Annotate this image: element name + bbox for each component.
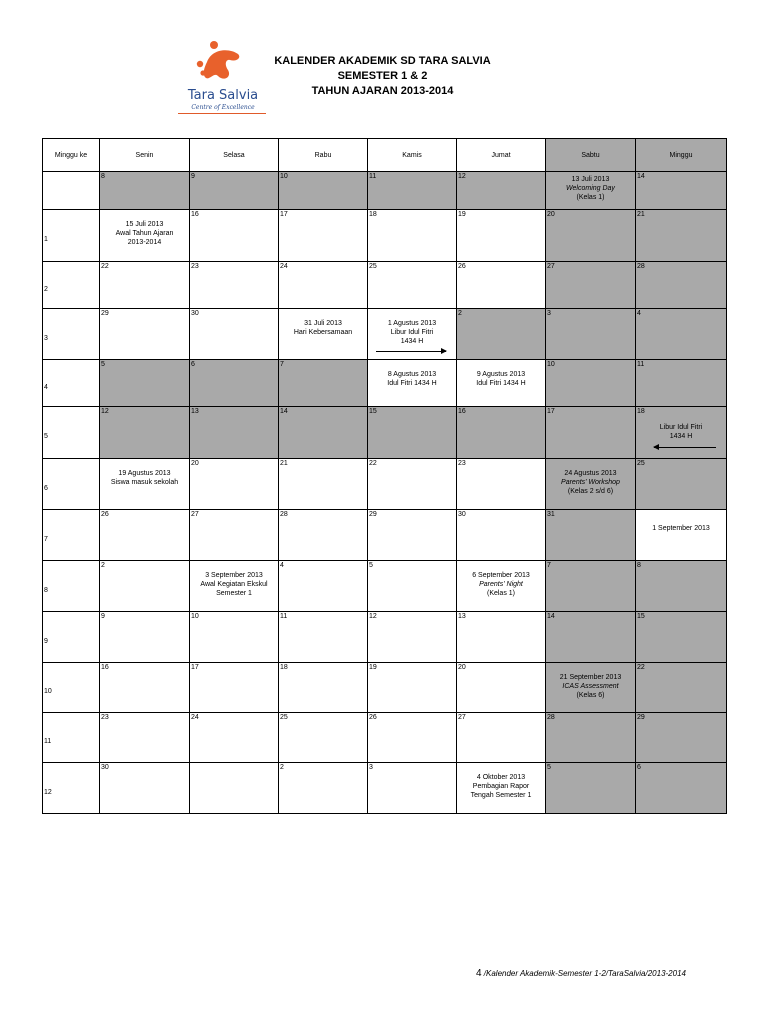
page-number: 4 (476, 968, 482, 979)
day-cell (190, 360, 279, 407)
day-number: 8 (101, 173, 105, 180)
calendar-week-row (43, 210, 727, 262)
week-number: 1 (44, 236, 48, 243)
day-number: 28 (637, 263, 645, 270)
day-number: 22 (369, 460, 377, 467)
day-number: 23 (458, 460, 466, 467)
calendar-event (548, 673, 633, 700)
event-text: 9 Agustus 2013 (476, 371, 526, 378)
day-number: 20 (191, 460, 199, 467)
day-cell (636, 210, 727, 262)
day-number: 24 (191, 714, 199, 721)
event-text: (Kelas 1) (486, 590, 515, 597)
day-cell (636, 510, 727, 561)
day-cell (457, 407, 546, 459)
day-number: 28 (547, 714, 555, 721)
calendar-week-row (43, 360, 727, 407)
day-number: 5 (101, 361, 105, 368)
day-cell (368, 360, 457, 407)
day-cell (190, 713, 279, 763)
day-cell (368, 407, 457, 459)
week-number-cell (43, 663, 100, 713)
arrow-right-icon (376, 351, 446, 352)
day-cell (546, 262, 636, 309)
day-cell (279, 713, 368, 763)
day-number: 21 (280, 460, 288, 467)
day-cell (457, 612, 546, 663)
event-text: Libur Idul Fitri (659, 424, 703, 431)
day-cell (190, 663, 279, 713)
day-cell (368, 309, 457, 360)
day-number: 30 (191, 310, 199, 317)
day-number: 22 (101, 263, 109, 270)
day-cell (279, 561, 368, 612)
day-number: 15 (637, 613, 645, 620)
calendar-event (638, 524, 724, 533)
day-cell (190, 309, 279, 360)
title-line-1: KALENDER AKADEMIK SD TARA SALVIA (274, 55, 491, 67)
week-number: 4 (44, 383, 48, 391)
day-number: 14 (637, 173, 645, 180)
calendar-event (548, 469, 633, 496)
header-sunday: Minggu (636, 139, 727, 172)
day-cell (100, 510, 190, 561)
day-number: 12 (369, 613, 377, 620)
day-number: 11 (637, 361, 645, 368)
day-number: 3 (369, 764, 373, 771)
event-text: Semester 1 (216, 590, 252, 597)
week-number: 5 (44, 433, 48, 440)
day-cell (279, 407, 368, 459)
day-cell (546, 612, 636, 663)
event-text: 8 Agustus 2013 (387, 371, 437, 378)
day-cell (100, 262, 190, 309)
logo-tagline: Centre of Excellence (191, 104, 255, 111)
day-cell (279, 172, 368, 210)
day-number: 26 (101, 511, 109, 518)
event-text: Siswa masuk sekolah (110, 479, 179, 486)
day-number: 13 (191, 408, 199, 415)
week-number: 6 (44, 484, 48, 492)
calendar-event (192, 571, 276, 598)
calendar-event (370, 319, 454, 346)
day-cell (368, 663, 457, 713)
header-thursday: Kamis (368, 139, 457, 172)
week-number: 12 (44, 788, 52, 796)
day-number: 16 (191, 211, 199, 218)
event-text: (Kelas 2 s/d 6) (567, 488, 614, 495)
header-row (43, 139, 727, 172)
day-cell (546, 763, 636, 814)
calendar-week-row (43, 612, 727, 663)
day-number: 6 (637, 764, 641, 771)
day-cell (368, 210, 457, 262)
event-text: 15 Juli 2013 (125, 221, 164, 228)
day-number: 23 (101, 714, 109, 721)
calendar-event (459, 571, 543, 598)
event-text: 24 Agustus 2013 (564, 470, 617, 477)
event-text: Idul Fitri 1434 H (476, 380, 526, 387)
day-number: 17 (280, 211, 288, 218)
document-title (250, 54, 515, 99)
day-cell (279, 763, 368, 814)
day-number: 26 (369, 714, 377, 721)
day-number: 27 (458, 714, 466, 721)
day-number: 19 (458, 211, 466, 218)
week-number-cell (43, 459, 100, 510)
event-text: Welcoming Day (566, 185, 615, 192)
day-number: 21 (637, 211, 645, 218)
day-number: 25 (280, 714, 288, 721)
day-cell (457, 561, 546, 612)
day-number: 24 (280, 263, 288, 270)
day-cell (279, 459, 368, 510)
week-number-cell (43, 612, 100, 663)
event-text: (Kelas 6) (576, 692, 605, 699)
day-number: 4 (280, 562, 284, 569)
day-cell (457, 309, 546, 360)
day-number: 10 (191, 613, 199, 620)
day-number: 14 (547, 613, 555, 620)
day-cell (546, 561, 636, 612)
header-tuesday: Selasa (190, 139, 279, 172)
event-text: Tengah Semester 1 (470, 792, 532, 799)
week-number: 11 (44, 738, 52, 745)
day-number: 9 (191, 173, 195, 180)
event-text: Idul Fitri 1434 H (387, 380, 437, 387)
day-number: 29 (101, 310, 109, 317)
day-number: 17 (547, 408, 555, 415)
week-number-cell (43, 561, 100, 612)
day-cell (368, 763, 457, 814)
day-cell (636, 763, 727, 814)
event-text: Awal Kegiatan Ekskul (200, 581, 268, 588)
day-number: 15 (369, 408, 377, 415)
week-number-cell (43, 510, 100, 561)
calendar-week-row (43, 763, 727, 814)
day-cell (546, 510, 636, 561)
day-cell (100, 459, 190, 510)
day-number: 17 (191, 664, 199, 671)
calendar-event (638, 423, 724, 441)
event-text: 4 Oktober 2013 (476, 774, 526, 781)
day-cell (190, 510, 279, 561)
day-number: 11 (369, 173, 377, 180)
day-cell (457, 210, 546, 262)
day-cell (100, 210, 190, 262)
header-week: Minggu ke (43, 139, 100, 172)
week-number-cell (43, 360, 100, 407)
day-cell (190, 210, 279, 262)
day-cell (190, 763, 279, 814)
day-cell (190, 459, 279, 510)
event-text: ICAS Assessment (562, 683, 619, 690)
event-text: 13 Juli 2013 (571, 176, 610, 183)
title-line-3: TAHUN AJARAN 2013-2014 (311, 85, 454, 97)
day-cell (100, 407, 190, 459)
day-cell (457, 763, 546, 814)
day-number: 25 (369, 263, 377, 270)
day-cell (190, 612, 279, 663)
calendar-week-row (43, 663, 727, 713)
header-monday: Senin (100, 139, 190, 172)
week-number: 8 (44, 586, 48, 594)
day-number: 22 (637, 664, 645, 671)
week-number-cell (43, 713, 100, 763)
event-text: 1 September 2013 (652, 525, 710, 532)
event-text: Parents' Workshop (561, 479, 620, 486)
day-cell (190, 262, 279, 309)
day-cell (636, 360, 727, 407)
day-number: 13 (458, 613, 466, 620)
week-number-cell (43, 172, 100, 210)
day-cell (636, 309, 727, 360)
day-cell (279, 309, 368, 360)
calendar-event (548, 175, 633, 202)
calendar-week-row (43, 262, 727, 309)
day-number: 30 (458, 511, 466, 518)
week-number-cell (43, 407, 100, 459)
calendar-week-row (43, 459, 727, 510)
day-number: 2 (458, 310, 462, 317)
day-number: 26 (458, 263, 466, 270)
day-number: 10 (280, 173, 288, 180)
day-number: 20 (547, 211, 555, 218)
calendar-week-row (43, 309, 727, 360)
day-number: 2 (280, 764, 284, 771)
day-cell (636, 663, 727, 713)
day-number: 19 (369, 664, 377, 671)
event-text: Parents' Night (479, 581, 523, 588)
event-text: 1434 H (400, 338, 424, 345)
event-text: (Kelas 1) (576, 194, 605, 201)
title-line-2: SEMESTER 1 & 2 (337, 70, 428, 82)
event-text: 1 Agustus 2013 (387, 320, 437, 327)
day-cell (190, 172, 279, 210)
week-number (43, 191, 44, 198)
calendar-event (459, 773, 543, 800)
day-cell (100, 663, 190, 713)
day-number: 11 (280, 613, 288, 620)
day-cell (636, 713, 727, 763)
event-text: Libur Idul Fitri (390, 329, 434, 336)
day-number: 27 (191, 511, 199, 518)
day-cell (457, 663, 546, 713)
day-cell (368, 612, 457, 663)
day-cell (100, 360, 190, 407)
calendar-week-row (43, 172, 727, 210)
day-cell (636, 172, 727, 210)
week-number-cell (43, 309, 100, 360)
calendar-event (102, 220, 187, 247)
day-number: 28 (280, 511, 288, 518)
calendar-week-row (43, 713, 727, 763)
day-number: 6 (191, 361, 195, 368)
arrow-left-icon (654, 447, 716, 448)
logo-divider (178, 113, 266, 114)
day-number: 18 (369, 211, 377, 218)
day-number: 16 (101, 664, 109, 671)
day-cell (368, 172, 457, 210)
day-number: 14 (280, 408, 288, 415)
week-number-cell (43, 210, 100, 262)
day-number: 29 (369, 511, 377, 518)
week-number: 9 (44, 637, 48, 645)
day-cell (457, 713, 546, 763)
week-number: 7 (44, 535, 48, 543)
day-cell (100, 763, 190, 814)
header-wednesday: Rabu (279, 139, 368, 172)
day-number: 2 (101, 562, 105, 569)
page-footer (476, 968, 686, 979)
day-cell (546, 210, 636, 262)
day-cell (457, 459, 546, 510)
day-number: 27 (547, 263, 555, 270)
event-text: 1434 H (669, 433, 693, 440)
week-number: 10 (44, 688, 52, 695)
day-cell (636, 561, 727, 612)
tara-salvia-logo-icon (190, 40, 244, 86)
day-number: 12 (458, 173, 466, 180)
calendar-week-row (43, 407, 727, 459)
day-cell (636, 262, 727, 309)
day-cell (546, 360, 636, 407)
day-cell (546, 407, 636, 459)
day-number: 23 (191, 263, 199, 270)
event-text: 3 September 2013 (205, 572, 263, 579)
day-cell (368, 510, 457, 561)
day-cell (190, 561, 279, 612)
day-cell (368, 713, 457, 763)
day-cell (279, 262, 368, 309)
calendar-event (281, 319, 365, 337)
day-cell (368, 561, 457, 612)
day-cell (279, 210, 368, 262)
day-cell (636, 407, 727, 459)
event-text: 6 September 2013 (472, 572, 530, 579)
week-number-cell (43, 262, 100, 309)
event-text: Hari Kebersamaan (293, 329, 353, 336)
event-text: 31 Juli 2013 (304, 320, 342, 327)
day-number: 20 (458, 664, 466, 671)
day-number: 7 (280, 361, 284, 368)
day-number: 29 (637, 714, 645, 721)
week-number: 2 (44, 285, 48, 293)
week-number-cell (43, 763, 100, 814)
event-text: Awal Tahun Ajaran (115, 230, 174, 237)
day-cell (100, 309, 190, 360)
day-cell (100, 612, 190, 663)
event-text: 21 September 2013 (559, 674, 622, 681)
day-number: 31 (547, 511, 555, 518)
day-number: 25 (637, 460, 645, 467)
day-cell (457, 262, 546, 309)
day-cell (457, 360, 546, 407)
day-cell (279, 663, 368, 713)
day-number: 4 (637, 310, 641, 317)
day-cell (190, 407, 279, 459)
day-cell (546, 713, 636, 763)
day-number: 10 (547, 361, 555, 368)
day-cell (368, 459, 457, 510)
calendar-event (102, 469, 187, 487)
calendar-event (459, 370, 543, 388)
academic-calendar-table (42, 138, 727, 814)
event-text: 19 Agustus 2013 (118, 470, 171, 477)
day-cell (100, 561, 190, 612)
day-cell (100, 713, 190, 763)
event-text: Pembagian Rapor (472, 783, 530, 790)
day-number: 9 (101, 613, 105, 620)
day-cell (636, 612, 727, 663)
day-cell (279, 612, 368, 663)
day-number: 5 (369, 562, 373, 569)
day-cell (546, 172, 636, 210)
header-saturday: Sabtu (546, 139, 636, 172)
footer-text: /Kalender Akademik-Semester 1-2/TaraSalvia/2013-2014 (481, 969, 686, 978)
day-number: 8 (637, 562, 641, 569)
day-cell (546, 663, 636, 713)
day-cell (546, 459, 636, 510)
day-cell (457, 172, 546, 210)
day-number: 16 (458, 408, 466, 415)
day-cell (279, 360, 368, 407)
day-cell (368, 262, 457, 309)
calendar-week-row (43, 510, 727, 561)
day-cell (279, 510, 368, 561)
calendar-week-row (43, 561, 727, 612)
day-number: 18 (637, 408, 645, 415)
logo-name: Tara Salvia (187, 88, 259, 103)
day-cell (636, 459, 727, 510)
day-number: 7 (547, 562, 551, 569)
header-friday: Jumat (457, 139, 546, 172)
event-text: 2013-2014 (127, 239, 162, 246)
day-number: 12 (101, 408, 109, 415)
day-number: 5 (547, 764, 551, 771)
day-cell (546, 309, 636, 360)
calendar-event (370, 370, 454, 388)
week-number: 3 (44, 334, 48, 342)
day-number: 30 (101, 764, 109, 771)
day-number: 3 (547, 310, 551, 317)
day-cell (457, 510, 546, 561)
day-number: 18 (280, 664, 288, 671)
day-cell (100, 172, 190, 210)
